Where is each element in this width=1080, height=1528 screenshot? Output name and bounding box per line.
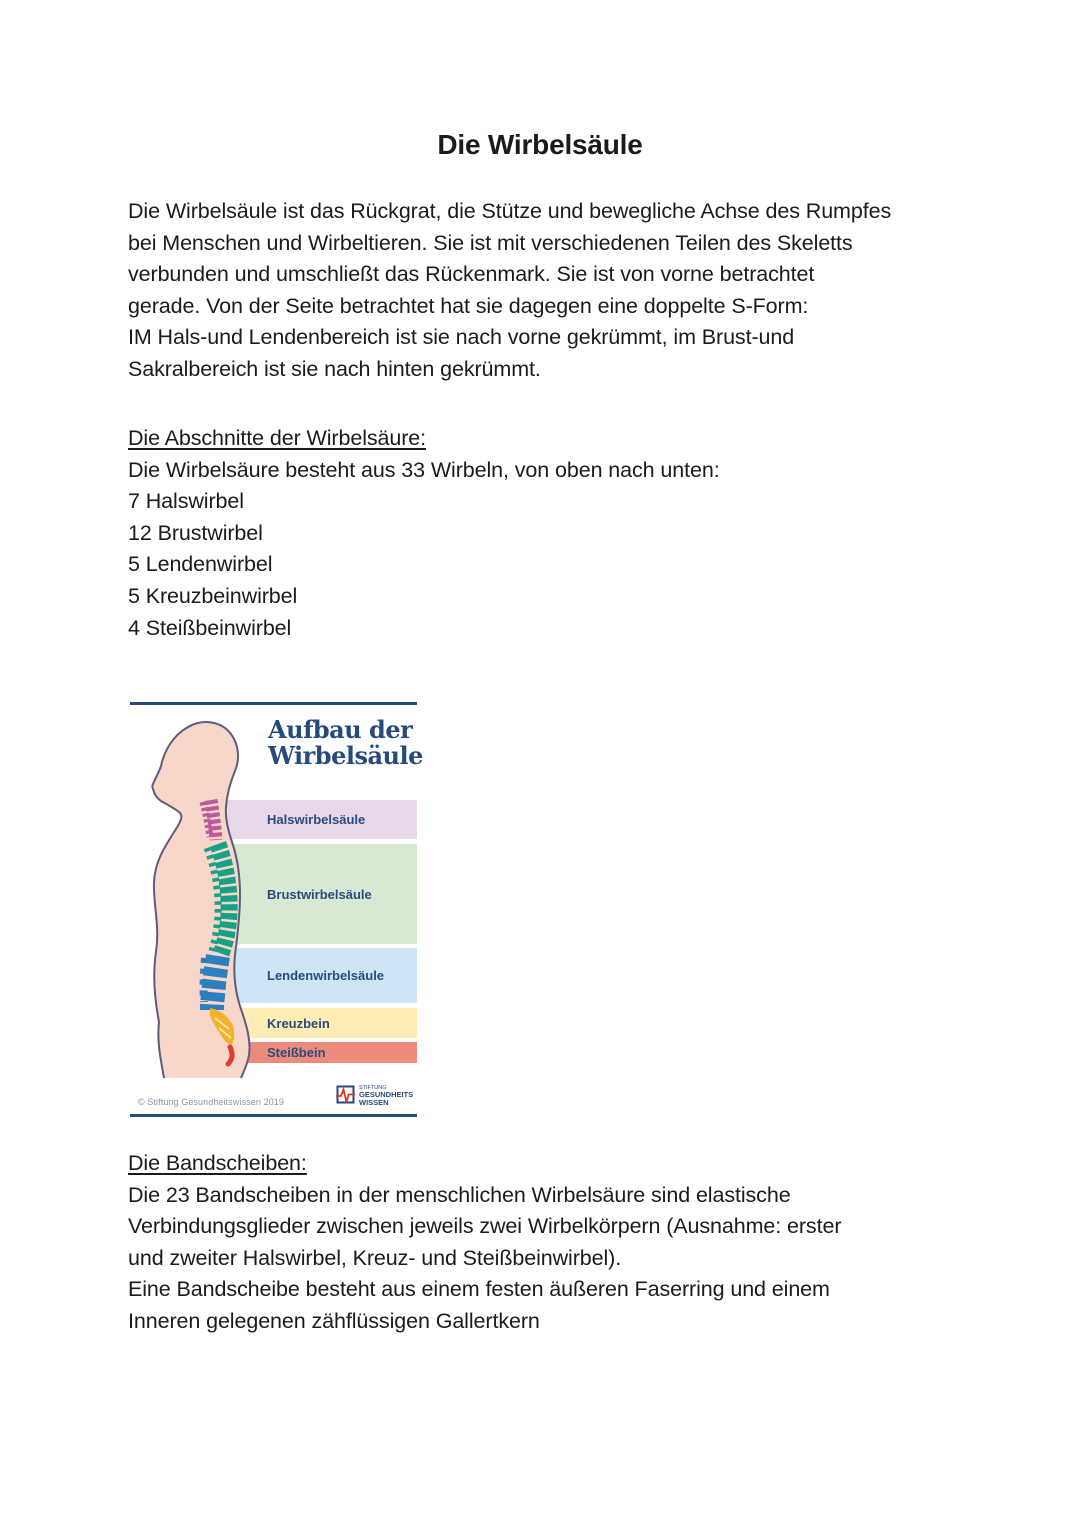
intro-line: bei Menschen und Wirbeltieren. Sie ist mit verschiedenen Teilen des Skeletts xyxy=(128,230,853,255)
logo-text-line1: STIFTUNG xyxy=(359,1085,387,1091)
lumbar-spine xyxy=(212,956,218,1010)
intro-paragraph xyxy=(128,196,891,386)
spine-infographic xyxy=(130,702,423,1118)
pulse-line xyxy=(336,1090,355,1103)
figure-title xyxy=(268,717,423,769)
intro-line: Sakralbereich ist sie nach hinten gekrümmt. xyxy=(128,356,541,381)
logo-wordmark xyxy=(359,1085,413,1107)
band-label: Lendenwirbelsäule xyxy=(267,968,385,983)
section-line: Die Wirbelsäure besteht aus 33 Wirbeln, von oben nach unten: xyxy=(128,457,720,482)
list-item: 5 Kreuzbeinwirbel xyxy=(128,583,298,608)
section-line: und zweiter Halswirbel, Kreuz- und Steißbeinwirbel). xyxy=(128,1245,622,1270)
section-line: Eine Bandscheibe besteht aus einem festen äußeren Faserring und einem xyxy=(128,1277,830,1302)
figure-top-rule xyxy=(130,702,417,705)
section-line: Verbindungsglieder zwischen jeweils zwei Wirbelkörpern (Ausnahme: erster xyxy=(128,1214,842,1239)
band-brustwirbelsaeule xyxy=(226,844,417,944)
intro-line: gerade. Von der Seite betrachtet hat sie dagegen eine doppelte S-Form: xyxy=(128,293,809,318)
stiftung-gesundheitswissen-logo xyxy=(336,1085,413,1107)
cervical-spine-processes xyxy=(203,802,210,837)
list-item: 12 Brustwirbel xyxy=(128,520,263,545)
section-abschnitte xyxy=(128,423,720,644)
band-lendenwirbelsaeule xyxy=(226,948,417,1003)
band-steissbein xyxy=(226,1042,417,1063)
list-item: 5 Lendenwirbel xyxy=(128,552,273,577)
figure-title-line1: Aufbau der xyxy=(268,715,413,744)
section-line: Die 23 Bandscheiben in der menschlichen Wirbelsäure sind elastische xyxy=(128,1182,791,1207)
intro-line: IM Hals-und Lendenbereich ist sie nach vorne gekrümmt, im Brust-und xyxy=(128,325,795,350)
thoracic-spine-processes xyxy=(207,848,218,951)
figure-title-line2: Wirbelsäule xyxy=(268,741,423,770)
section-heading: Die Bandscheiben: xyxy=(128,1151,307,1175)
band-label: Halswirbelsäule xyxy=(267,812,366,827)
band-label: Steißbein xyxy=(267,1045,326,1060)
figure-copyright: © Stiftung Gesundheitswissen 2019 xyxy=(138,1097,285,1107)
list-item: 4 Steißbeinwirbel xyxy=(128,615,292,640)
list-item: 7 Halswirbel xyxy=(128,489,244,514)
band-halswirbelsaeule xyxy=(226,800,417,839)
logo-text-line2: GESUNDHEITS xyxy=(359,1090,414,1099)
section-line: Inneren gelegenen zähflüssigen Gallertkern xyxy=(128,1308,540,1333)
intro-line: verbunden und umschließt das Rückenmark. Sie ist von vorne betrachtet xyxy=(128,262,815,287)
band-label: Kreuzbein xyxy=(267,1015,330,1031)
lumbar-spine-processes xyxy=(204,958,205,1002)
band-label: Brustwirbelsäule xyxy=(267,886,372,902)
section-bandscheiben xyxy=(128,1148,841,1338)
band-kreuzbein xyxy=(226,1008,417,1038)
section-heading: Die Abschnitte der Wirbelsäure: xyxy=(128,426,427,450)
intro-line: Die Wirbelsäule ist das Rückgrat, die Stütze und bewegliche Achse des Rumpfes xyxy=(128,199,892,223)
page-title: Die Wirbelsäule xyxy=(437,129,643,160)
pulse-logo-icon xyxy=(336,1085,356,1106)
logo-text-line3: WISSEN xyxy=(359,1098,389,1107)
cervical-spine xyxy=(211,800,216,840)
figure-bottom-rule xyxy=(130,1114,417,1117)
